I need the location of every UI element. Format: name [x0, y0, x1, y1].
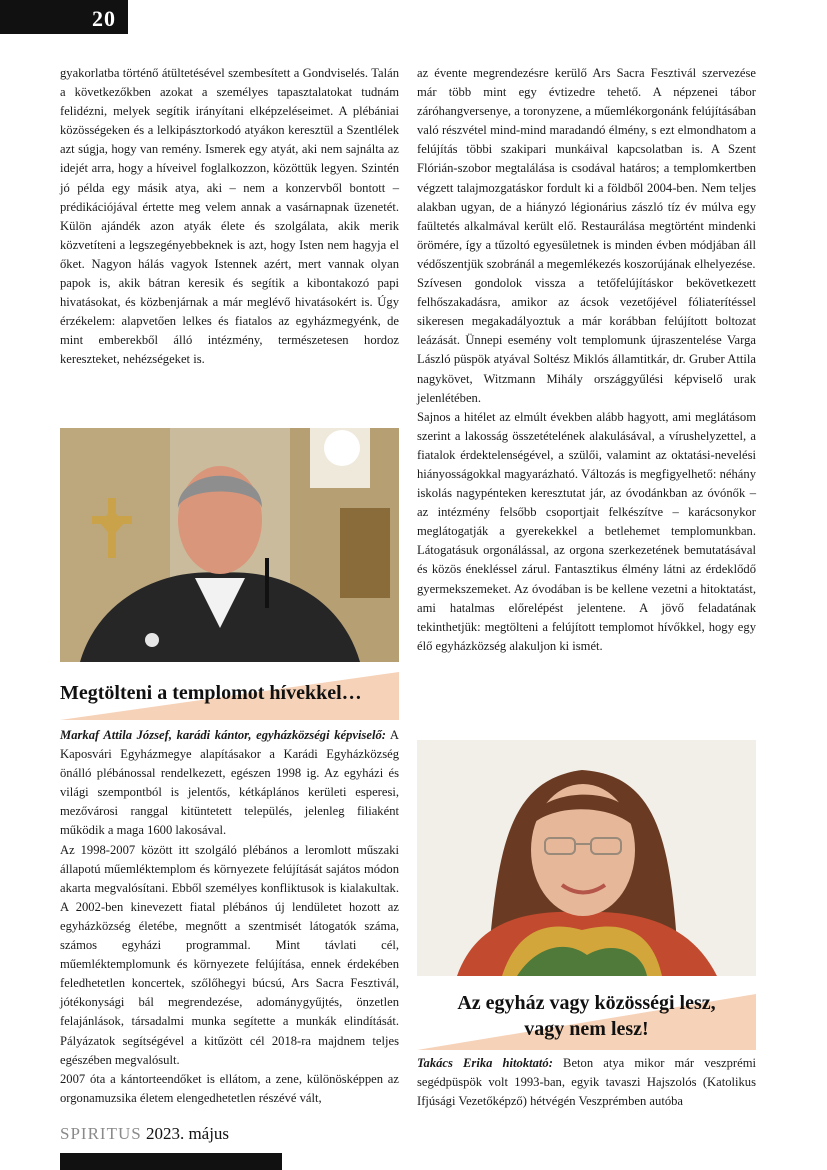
article-column-1 [60, 64, 399, 370]
paragraph-lead [60, 726, 399, 841]
paragraph-lead [417, 1054, 756, 1111]
paragraph-text: Beton atya mikor már veszprémi segédpüspök volt 1993-ban, egyik tavaszi Hajszolós (Katolikus Ifjúsági Vezetőképző) hétvégén Veszprémben autóba [417, 1056, 756, 1109]
paragraph-text: A Kaposvári Egyházmegye alapításakor a Karádi Egyházközség önálló plébánossal rendelkezett, egészen 1998 ig. Az egyházi és világi szempontból is jelentős, kétkáplános kerületi esperesi, mezővárosi ranggal kitüntetett település, jelenleg filiaként működik a maga 1600 lakosával. [60, 728, 399, 838]
article-column-4 [417, 1054, 756, 1111]
paragraph: Sajnos a hitélet az elmúlt években alább hagyott, ami meglátásom szerint a lakosság összetételének alakulásával, a vírushelyzettel, a fiatalok érdektelenségével, a szülői, valamint az oktatási-nevelési hiányosságokkal magyarázható. Változás is megfigyelhető: néhány iskolás nagypénteken keresztutat jár, az óvodánkban az óvónők – az intézmény felsőbb csoportjait felkészítve – karácsonykor meglátogatják a gyerekekkel a betlehemet templomunkban. Látogatásuk orgonálással, az orgona szerkezetének bemutatásával és közös énekléssel zárul. Fantasztikus élmény látni az érdeklődő gyermekszemeket. Az óvodában is be kellene vezetni a hitoktatást, ami hatalmas előrelépést jelentene. A jövő feladatának tekinthetjük: megtölteni a felújított templomot hívőkkel, hogy egy élő egyházközség alakuljon ki ismét. [417, 409, 756, 653]
photo-man-in-church [60, 428, 399, 662]
paragraph: gyakorlatba történő átültetésével szembesített a Gondviselés. Talán a következőkben azokat a személyes tapasztalatokat tudnám felidézni, melyek segítik irányítani elképzeléseimet. A plébániai közösségeken és a lelkipásztorkodó atyákon keresztül a Szentlélek azt súgja, hogy van remény. Ismerek egy atyát, aki nem sajnálta az idejét arra, hogy a híveivel foglalkozzon, közöttük legyen. Szintén jó példa egy másik atya, aki – nem a konzervből bontott – prédikációjával értette meg velem annak a vasárnapnak üzenetét. Külön ajándék azon atyák élete és szolgálata, akik merik közvetíteni a legszegényebbeknek is azt, hogy Isten nem hagyja el őket. Nagyon hálás vagyok Istennek azért, mert vannak olyan papok is, akik bátran keresik és segítik a kibontakozó papi hivatásokat, és közbenjárnak a már meglévő hivatásokért is. Úgy érzékelem: alapvetően lelkes és fiatalos az egyházmegyénk, de mint emberekből álló intézmény, természetesen hordoz kereszteket, nehézségeket is. [60, 66, 399, 367]
footer [60, 1124, 229, 1144]
article-column-2 [417, 64, 756, 656]
page-number: 20 [92, 6, 116, 31]
headline-2-line-1: Az egyház vagy közösségi lesz, [457, 992, 716, 1014]
page-number-box [0, 0, 128, 34]
headline-1: Megtölteni a templomot hívekkel… [60, 682, 362, 704]
man-portrait-illustration [60, 428, 399, 662]
magazine-name: SPIRITUS [60, 1124, 142, 1143]
headline-2 [417, 990, 756, 1042]
paragraph: Az 1998-2007 között itt szolgáló plébános a leromlott műszaki állapotú műemléktemplom és környezete felújítását sajátos módon akarta megvalósítani. Ebből személyes konfliktusok is kialakultak. A 2002-ben kinevezett fiatal plébános új lendületet hozott az egyházközség életébe, megnőtt a szentmisét látogatók száma, számos egyházi programmal. Mint távlati cél, műemléktemplomunk és környezete felújítása, ennek érdekében feledhetetlen koncertek, szőlőhegyi búcsú, Ars Sacra Fesztivál, jótékonysági bál megrendezése, adománygyűjtés, önzetlen felajánlások, társadalmi munka segítette a munkák elindítását. Pályázatok segítségével a kitűzött cél 2018-ra majdnem teljes egészében megvalósult. [60, 842, 399, 1067]
photo-woman-portrait [417, 740, 756, 976]
issue-date: 2023. május [145, 1124, 230, 1143]
article-column-3 [60, 726, 399, 1108]
footer-bar [60, 1153, 282, 1170]
author-label: Takács Erika hitoktató: [417, 1056, 553, 1070]
woman-portrait-illustration [417, 740, 756, 976]
paragraph: 2007 óta a kántorteendőket is ellátom, a zene, különösképpen az orgonamuzsika életem elengedhetetlen részévé vált, [60, 1071, 399, 1105]
paragraph: Szívesen gondolok vissza a tetőfelújításkor bekövetkezett felhőszakadásra, amikor az ácsok vezetőjével fóliaterítéssel sikeresen megakadályoztuk a már korábban felújított boltozat leázását. Ünnepi esemény volt templomunk újraszentelése Varga László püspök atyával Soltész Miklós államtitkár, dr. Gruber Attila nagykövet, Witzmann Mihály országgyűlési képviselő urak jelenlétében. [417, 276, 756, 405]
paragraph: az évente megrendezésre kerülő Ars Sacra Fesztivál szervezése már több mint egy évtizedre tehető. A népzenei tábor záróhangversenye, a toronyzene, a műemlékorgonánk felújításában való részvétel mind-mind maradandó élmény, s ezt elmondhatom a felújítás többi szakipari munkáival kapcsolatban is. A Szent Flórián-szobor megtalálása is csodával határos; a templomkertben végzett talajmozgatáskor fordult ki a földből 2004-ben. Nem teljes alakban ugyan, de a hiányzó légionárius zászló tíz év múlva egy faültetés alkalmával került elő. Restaurálása megtörtént mindenki örömére, így a tűzoltó egyesületnek is minden évben módjában áll védőszentjük szobránál a megemlékezés koszorújának elhelyezése. [417, 66, 756, 271]
author-label: Markaf Attila József, karádi kántor, egyházközségi képviselő: [60, 728, 386, 742]
headline-2-line-2: vagy nem lesz! [524, 1018, 649, 1040]
